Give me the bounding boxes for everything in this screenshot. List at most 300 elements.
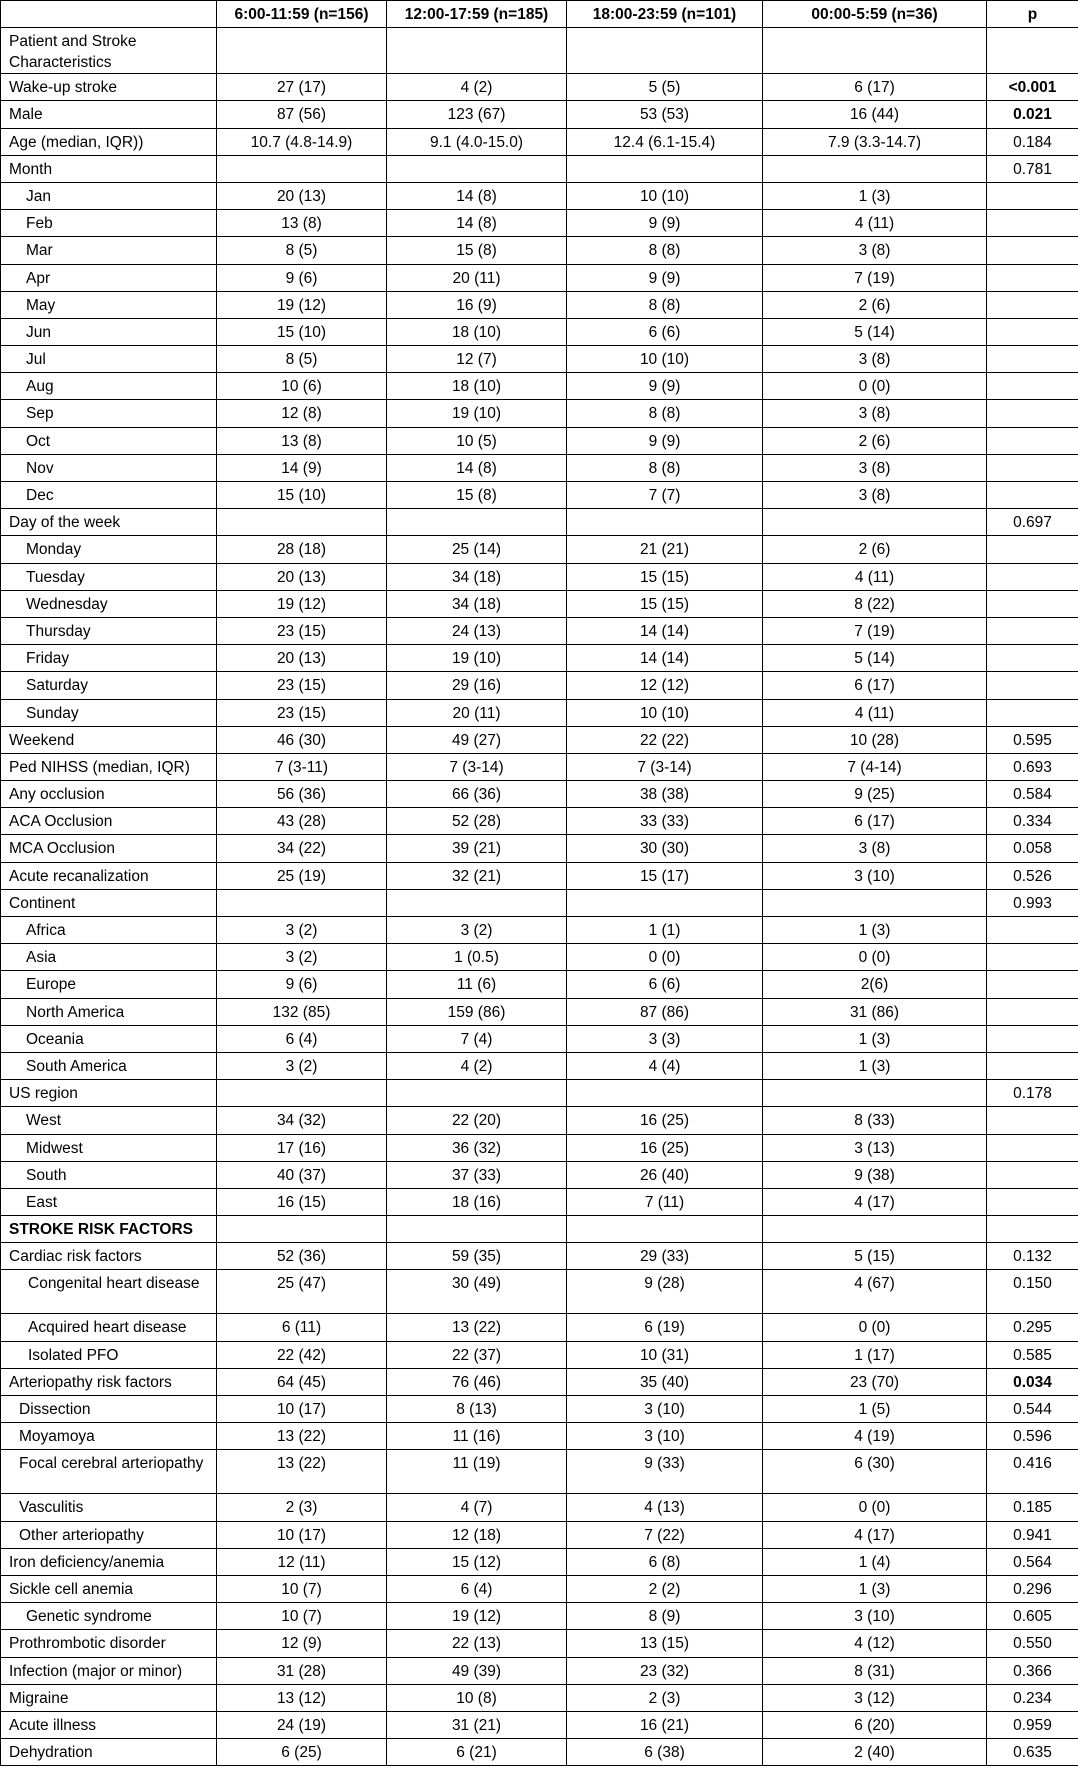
table-row: [1, 590, 1078, 617]
value-cell: 123 (67): [387, 101, 567, 128]
row-label: West: [1, 1107, 217, 1134]
value-cell: 10 (7): [217, 1575, 387, 1602]
value-cell: 13 (22): [217, 1423, 387, 1450]
p-value-cell: 0.058: [987, 835, 1078, 862]
value-cell: 8 (31): [763, 1657, 987, 1684]
value-cell: 53 (53): [567, 101, 763, 128]
value-cell: 9 (9): [567, 264, 763, 291]
value-cell: 4 (17): [763, 1521, 987, 1548]
table-row: [1, 1188, 1078, 1215]
value-cell: 14 (14): [567, 617, 763, 644]
row-label: Infection (major or minor): [1, 1657, 217, 1684]
value-cell: 23 (15): [217, 617, 387, 644]
row-label: Acquired heart disease: [1, 1314, 217, 1341]
table-row: [1, 1521, 1078, 1548]
value-cell: 7 (7): [567, 482, 763, 509]
row-label: Europe: [1, 971, 217, 998]
value-cell: 13 (8): [217, 427, 387, 454]
value-cell: 3 (8): [763, 237, 987, 264]
value-cell: [387, 1080, 567, 1107]
value-cell: 3 (10): [567, 1423, 763, 1450]
row-label: Weekend: [1, 726, 217, 753]
table-row: [1, 1341, 1078, 1368]
value-cell: 14 (14): [567, 645, 763, 672]
p-value-cell: [987, 1134, 1078, 1161]
value-cell: 6 (30): [763, 1450, 987, 1494]
p-value-cell: 0.635: [987, 1739, 1078, 1766]
value-cell: 1 (3): [763, 1575, 987, 1602]
value-cell: 3 (8): [763, 454, 987, 481]
value-cell: 18 (16): [387, 1188, 567, 1215]
table-row: [1, 400, 1078, 427]
row-label: Acute illness: [1, 1711, 217, 1738]
table-row: [1, 101, 1078, 128]
value-cell: 6 (17): [763, 672, 987, 699]
table-row: [1, 509, 1078, 536]
row-label: Oct: [1, 427, 217, 454]
value-cell: 4 (13): [567, 1494, 763, 1521]
value-cell: 14 (8): [387, 454, 567, 481]
value-cell: [217, 28, 387, 74]
table-row: [1, 264, 1078, 291]
table-row: [1, 617, 1078, 644]
row-label: Dec: [1, 482, 217, 509]
value-cell: 10.7 (4.8-14.9): [217, 128, 387, 155]
p-value-cell: [987, 1161, 1078, 1188]
row-label: Any occlusion: [1, 781, 217, 808]
value-cell: 38 (38): [567, 781, 763, 808]
value-cell: 6 (4): [387, 1575, 567, 1602]
p-value-cell: 0.993: [987, 889, 1078, 916]
p-value-cell: 0.595: [987, 726, 1078, 753]
value-cell: [567, 1080, 763, 1107]
value-cell: 21 (21): [567, 536, 763, 563]
value-cell: 19 (12): [217, 291, 387, 318]
value-cell: 12 (11): [217, 1548, 387, 1575]
row-label: Ped NIHSS (median, IQR): [1, 753, 217, 780]
row-label: South America: [1, 1052, 217, 1079]
header-cell-afternoon: 12:00-17:59 (n=185): [387, 1, 567, 28]
value-cell: 1 (4): [763, 1548, 987, 1575]
value-cell: 34 (32): [217, 1107, 387, 1134]
value-cell: 0 (0): [567, 944, 763, 971]
table-row: [1, 1314, 1078, 1341]
value-cell: 20 (13): [217, 182, 387, 209]
p-value-cell: 0.185: [987, 1494, 1078, 1521]
value-cell: 10 (28): [763, 726, 987, 753]
p-value-cell: 0.296: [987, 1575, 1078, 1602]
p-value-cell: [987, 998, 1078, 1025]
p-value-cell: <0.001: [987, 74, 1078, 101]
table-row: [1, 1052, 1078, 1079]
value-cell: 12 (9): [217, 1630, 387, 1657]
row-label: Moyamoya: [1, 1423, 217, 1450]
value-cell: 3 (10): [763, 1603, 987, 1630]
table-row: [1, 862, 1078, 889]
value-cell: 1 (3): [763, 1052, 987, 1079]
p-value-cell: 0.585: [987, 1341, 1078, 1368]
table-row: [1, 971, 1078, 998]
value-cell: 23 (15): [217, 672, 387, 699]
p-value-cell: [987, 944, 1078, 971]
p-value-cell: 0.366: [987, 1657, 1078, 1684]
table-row: [1, 1080, 1078, 1107]
value-cell: [387, 889, 567, 916]
value-cell: 87 (86): [567, 998, 763, 1025]
value-cell: 5 (5): [567, 74, 763, 101]
p-value-cell: 0.941: [987, 1521, 1078, 1548]
value-cell: 31 (86): [763, 998, 987, 1025]
value-cell: 4 (19): [763, 1423, 987, 1450]
value-cell: 34 (18): [387, 590, 567, 617]
table-row: [1, 128, 1078, 155]
table-row: [1, 1548, 1078, 1575]
p-value-cell: [987, 482, 1078, 509]
value-cell: 16 (15): [217, 1188, 387, 1215]
value-cell: 20 (13): [217, 563, 387, 590]
value-cell: 12 (12): [567, 672, 763, 699]
row-label: Month: [1, 155, 217, 182]
table-row: [1, 1270, 1078, 1314]
table-row: [1, 835, 1078, 862]
p-value-cell: [987, 373, 1078, 400]
value-cell: 7 (4): [387, 1025, 567, 1052]
value-cell: 11 (19): [387, 1450, 567, 1494]
table-row: [1, 536, 1078, 563]
value-cell: 10 (5): [387, 427, 567, 454]
value-cell: 24 (19): [217, 1711, 387, 1738]
value-cell: 22 (42): [217, 1341, 387, 1368]
value-cell: 3 (2): [387, 917, 567, 944]
value-cell: [217, 155, 387, 182]
value-cell: 13 (12): [217, 1684, 387, 1711]
value-cell: 3 (10): [567, 1396, 763, 1423]
p-value-cell: 0.021: [987, 101, 1078, 128]
value-cell: 15 (15): [567, 590, 763, 617]
row-label: Saturday: [1, 672, 217, 699]
value-cell: 12 (7): [387, 346, 567, 373]
table-row: [1, 1657, 1078, 1684]
value-cell: 4 (12): [763, 1630, 987, 1657]
row-label: North America: [1, 998, 217, 1025]
row-label: Wednesday: [1, 590, 217, 617]
value-cell: 4 (11): [763, 563, 987, 590]
value-cell: 9 (6): [217, 971, 387, 998]
value-cell: [217, 1216, 387, 1243]
row-label: STROKE RISK FACTORS: [1, 1216, 217, 1243]
table-row: [1, 1368, 1078, 1395]
value-cell: 12 (8): [217, 400, 387, 427]
p-value-cell: 0.550: [987, 1630, 1078, 1657]
value-cell: 13 (8): [217, 210, 387, 237]
row-label: Mar: [1, 237, 217, 264]
value-cell: 7 (19): [763, 264, 987, 291]
value-cell: 8 (5): [217, 346, 387, 373]
value-cell: 66 (36): [387, 781, 567, 808]
table-row: [1, 1216, 1078, 1243]
value-cell: [387, 155, 567, 182]
value-cell: [763, 1080, 987, 1107]
value-cell: 159 (86): [387, 998, 567, 1025]
value-cell: 8 (33): [763, 1107, 987, 1134]
value-cell: 4 (4): [567, 1052, 763, 1079]
value-cell: 14 (9): [217, 454, 387, 481]
row-label: Cardiac risk factors: [1, 1243, 217, 1270]
value-cell: 23 (70): [763, 1368, 987, 1395]
value-cell: 31 (21): [387, 1711, 567, 1738]
value-cell: 3 (10): [763, 862, 987, 889]
row-label: Friday: [1, 645, 217, 672]
value-cell: 25 (14): [387, 536, 567, 563]
value-cell: 10 (10): [567, 346, 763, 373]
value-cell: 15 (10): [217, 318, 387, 345]
row-label: Sickle cell anemia: [1, 1575, 217, 1602]
value-cell: [217, 509, 387, 536]
p-value-cell: 0.596: [987, 1423, 1078, 1450]
value-cell: [217, 1080, 387, 1107]
value-cell: 11 (6): [387, 971, 567, 998]
table-row: [1, 1603, 1078, 1630]
header-cell-night: 00:00-5:59 (n=36): [763, 1, 987, 28]
value-cell: 8 (5): [217, 237, 387, 264]
value-cell: 5 (14): [763, 318, 987, 345]
row-label: Jun: [1, 318, 217, 345]
value-cell: 37 (33): [387, 1161, 567, 1188]
value-cell: 32 (21): [387, 862, 567, 889]
p-value-cell: 0.526: [987, 862, 1078, 889]
table-row: [1, 808, 1078, 835]
p-value-cell: 0.693: [987, 753, 1078, 780]
value-cell: 19 (10): [387, 645, 567, 672]
table-row: [1, 1494, 1078, 1521]
value-cell: 20 (11): [387, 264, 567, 291]
value-cell: 3 (2): [217, 944, 387, 971]
value-cell: 10 (17): [217, 1396, 387, 1423]
value-cell: 16 (21): [567, 1711, 763, 1738]
value-cell: 10 (6): [217, 373, 387, 400]
table-row: [1, 1396, 1078, 1423]
row-label: Male: [1, 101, 217, 128]
value-cell: 8 (8): [567, 400, 763, 427]
value-cell: 9 (9): [567, 427, 763, 454]
value-cell: 3 (2): [217, 1052, 387, 1079]
table-row: [1, 889, 1078, 916]
row-label: Patient and Stroke Characteristics: [1, 28, 217, 74]
value-cell: 16 (44): [763, 101, 987, 128]
value-cell: 6 (6): [567, 318, 763, 345]
header-cell-morning: 6:00-11:59 (n=156): [217, 1, 387, 28]
row-label: Jan: [1, 182, 217, 209]
table-row: [1, 318, 1078, 345]
value-cell: 22 (37): [387, 1341, 567, 1368]
p-value-cell: [987, 318, 1078, 345]
value-cell: 26 (40): [567, 1161, 763, 1188]
value-cell: 24 (13): [387, 617, 567, 644]
value-cell: 13 (15): [567, 1630, 763, 1657]
p-value-cell: [987, 645, 1078, 672]
table-row: [1, 74, 1078, 101]
table-row: [1, 155, 1078, 182]
value-cell: 34 (18): [387, 563, 567, 590]
value-cell: 6 (4): [217, 1025, 387, 1052]
value-cell: 29 (33): [567, 1243, 763, 1270]
value-cell: 8 (8): [567, 454, 763, 481]
value-cell: 15 (10): [217, 482, 387, 509]
value-cell: 4 (67): [763, 1270, 987, 1314]
value-cell: 16 (25): [567, 1134, 763, 1161]
value-cell: 10 (8): [387, 1684, 567, 1711]
value-cell: 15 (8): [387, 482, 567, 509]
value-cell: 10 (10): [567, 182, 763, 209]
value-cell: 2 (3): [217, 1494, 387, 1521]
table-row: [1, 645, 1078, 672]
value-cell: 59 (35): [387, 1243, 567, 1270]
value-cell: 0 (0): [763, 1494, 987, 1521]
value-cell: 14 (8): [387, 182, 567, 209]
value-cell: 1 (17): [763, 1341, 987, 1368]
row-label: Africa: [1, 917, 217, 944]
value-cell: [387, 1216, 567, 1243]
value-cell: 1 (1): [567, 917, 763, 944]
value-cell: 23 (32): [567, 1657, 763, 1684]
value-cell: [763, 28, 987, 74]
row-label: Oceania: [1, 1025, 217, 1052]
value-cell: 2 (2): [567, 1575, 763, 1602]
value-cell: 33 (33): [567, 808, 763, 835]
value-cell: 30 (30): [567, 835, 763, 862]
row-label: Nov: [1, 454, 217, 481]
value-cell: 7 (4-14): [763, 753, 987, 780]
p-value-cell: [987, 536, 1078, 563]
value-cell: 46 (30): [217, 726, 387, 753]
p-value-cell: [987, 182, 1078, 209]
value-cell: [763, 889, 987, 916]
value-cell: 6 (17): [763, 74, 987, 101]
table-row: [1, 373, 1078, 400]
p-value-cell: [987, 590, 1078, 617]
value-cell: 18 (10): [387, 318, 567, 345]
value-cell: 7 (11): [567, 1188, 763, 1215]
value-cell: 5 (14): [763, 645, 987, 672]
table-row: [1, 291, 1078, 318]
row-label: Wake-up stroke: [1, 74, 217, 101]
value-cell: 29 (16): [387, 672, 567, 699]
value-cell: 56 (36): [217, 781, 387, 808]
p-value-cell: [987, 237, 1078, 264]
value-cell: 6 (8): [567, 1548, 763, 1575]
value-cell: 10 (10): [567, 699, 763, 726]
value-cell: 20 (11): [387, 699, 567, 726]
value-cell: 7 (19): [763, 617, 987, 644]
value-cell: 17 (16): [217, 1134, 387, 1161]
p-value-cell: [987, 672, 1078, 699]
value-cell: 132 (85): [217, 998, 387, 1025]
p-value-cell: 0.034: [987, 1368, 1078, 1395]
table-row: [1, 454, 1078, 481]
value-cell: 9.1 (4.0-15.0): [387, 128, 567, 155]
value-cell: 18 (10): [387, 373, 567, 400]
value-cell: 0 (0): [763, 373, 987, 400]
p-value-cell: [987, 1025, 1078, 1052]
value-cell: 9 (25): [763, 781, 987, 808]
value-cell: 3 (3): [567, 1025, 763, 1052]
value-cell: 9 (9): [567, 210, 763, 237]
value-cell: 39 (21): [387, 835, 567, 862]
row-label: Acute recanalization: [1, 862, 217, 889]
row-label: Iron deficiency/anemia: [1, 1548, 217, 1575]
table-row: [1, 672, 1078, 699]
row-label: ACA Occlusion: [1, 808, 217, 835]
value-cell: 1 (3): [763, 182, 987, 209]
row-label: Genetic syndrome: [1, 1603, 217, 1630]
p-value-cell: [987, 291, 1078, 318]
row-label: Feb: [1, 210, 217, 237]
value-cell: 6 (25): [217, 1739, 387, 1766]
row-label: Monday: [1, 536, 217, 563]
value-cell: 49 (27): [387, 726, 567, 753]
row-label: Midwest: [1, 1134, 217, 1161]
table-row: [1, 1025, 1078, 1052]
value-cell: 12.4 (6.1-15.4): [567, 128, 763, 155]
p-value-cell: 0.544: [987, 1396, 1078, 1423]
value-cell: 3 (2): [217, 917, 387, 944]
value-cell: 13 (22): [217, 1450, 387, 1494]
p-value-cell: [987, 210, 1078, 237]
p-value-cell: [987, 971, 1078, 998]
table-row: [1, 210, 1078, 237]
value-cell: 8 (9): [567, 1603, 763, 1630]
value-cell: 15 (17): [567, 862, 763, 889]
table-row: [1, 346, 1078, 373]
value-cell: 30 (49): [387, 1270, 567, 1314]
row-label: Arteriopathy risk factors: [1, 1368, 217, 1395]
p-value-cell: 0.178: [987, 1080, 1078, 1107]
p-value-cell: [987, 563, 1078, 590]
value-cell: 9 (38): [763, 1161, 987, 1188]
value-cell: 40 (37): [217, 1161, 387, 1188]
value-cell: 4 (17): [763, 1188, 987, 1215]
value-cell: 4 (11): [763, 210, 987, 237]
value-cell: 15 (12): [387, 1548, 567, 1575]
p-value-cell: [987, 28, 1078, 74]
table-row: [1, 1134, 1078, 1161]
p-value-cell: 0.564: [987, 1548, 1078, 1575]
value-cell: 8 (8): [567, 291, 763, 318]
table-row: [1, 237, 1078, 264]
value-cell: 9 (6): [217, 264, 387, 291]
value-cell: 3 (8): [763, 346, 987, 373]
value-cell: 16 (9): [387, 291, 567, 318]
value-cell: 5 (15): [763, 1243, 987, 1270]
value-cell: 2 (6): [763, 536, 987, 563]
value-cell: 87 (56): [217, 101, 387, 128]
table-header: [1, 1, 1078, 28]
p-value-cell: [987, 699, 1078, 726]
value-cell: 7.9 (3.3-14.7): [763, 128, 987, 155]
value-cell: [763, 1216, 987, 1243]
value-cell: 25 (47): [217, 1270, 387, 1314]
p-value-cell: 0.781: [987, 155, 1078, 182]
value-cell: 22 (13): [387, 1630, 567, 1657]
value-cell: 10 (17): [217, 1521, 387, 1548]
value-cell: 34 (22): [217, 835, 387, 862]
row-label: Focal cerebral arteriopathy: [1, 1450, 217, 1494]
header-row: [1, 1, 1078, 28]
row-label: Jul: [1, 346, 217, 373]
p-value-cell: 0.295: [987, 1314, 1078, 1341]
p-value-cell: [987, 917, 1078, 944]
value-cell: 8 (13): [387, 1396, 567, 1423]
